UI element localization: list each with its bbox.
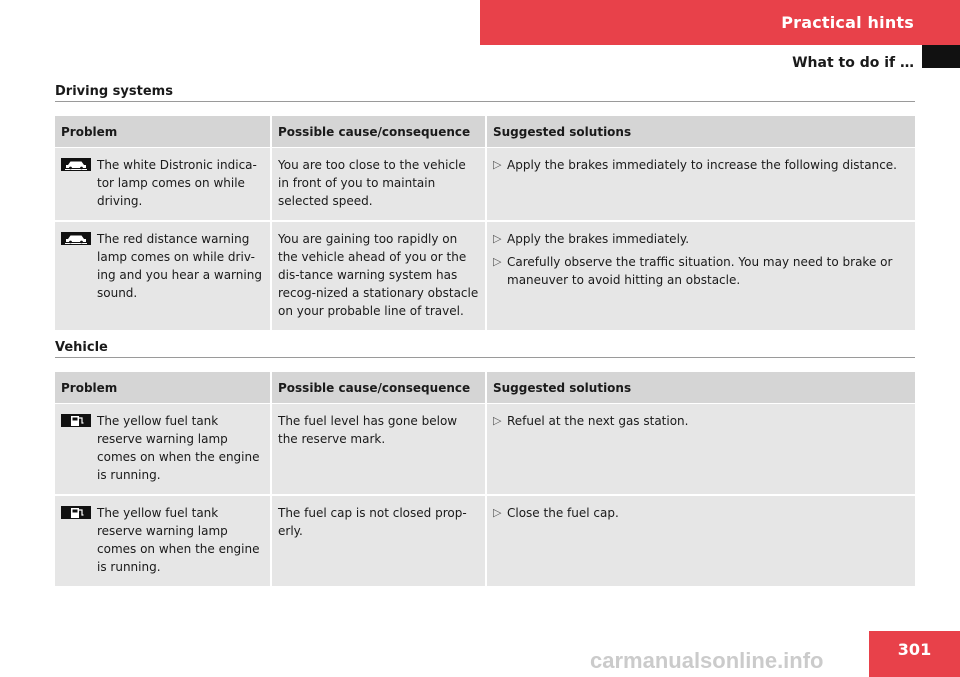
problem-text: The yellow fuel tank reserve warning lamp comes on when the engine is running. [97,414,260,482]
solution-item: ▷ Apply the brakes immediately to increase the following distance. [493,158,897,172]
column-header-problem: Problem [55,116,270,148]
driving-systems-heading: Driving systems [55,84,173,99]
page-number: 301 [897,640,932,659]
problem-cell [55,222,270,332]
cause-cell: You are gaining too rapidly on the vehicle ahead of you or the dis-tance warning system has recog-nized a stationary obstacle on your probable line of travel. [270,222,485,332]
driving-systems-rule [55,101,915,102]
fuel-pump-icon [61,414,91,427]
solutions-cell [485,222,915,332]
table-row [55,222,915,332]
column-header-cause: Possible cause/consequence [270,116,485,148]
fuel-pump-icon [61,506,91,519]
solution-item: ▷ Apply the brakes immediately. [493,232,690,246]
distronic-car-icon [61,158,91,171]
section-title: What to do if … [792,55,914,71]
chapter-title: Practical hints [781,13,914,32]
table-header-row [55,372,915,404]
cause-cell: The fuel level has gone below the reserve mark. [270,404,485,496]
problem-text: The yellow fuel tank reserve warning lamp comes on when the engine is running. [97,506,260,574]
solution-item: ▷ Close the fuel cap. [493,506,619,520]
driving-systems-table [55,116,915,332]
chapter-tab-marker [922,45,960,68]
step-arrow-icon: ▷ [493,232,502,245]
cause-cell: The fuel cap is not closed prop-erly. [270,496,485,588]
problem-cell [55,148,270,222]
solution-item: ▷ Refuel at the next gas station. [493,414,689,428]
step-arrow-icon: ▷ [493,158,502,171]
table-row [55,148,915,222]
problem-text: The white Distronic indica-tor lamp comes on while driving. [97,158,257,208]
watermark: carmanualsonline.info [590,648,824,673]
step-arrow-icon: ▷ [493,255,502,268]
solutions-cell [485,404,915,496]
distronic-car-icon [61,232,91,245]
column-header-problem: Problem [55,372,270,404]
cause-cell: You are too close to the vehicle in front of you to maintain selected speed. [270,148,485,222]
problem-cell [55,496,270,588]
table-row [55,404,915,496]
problem-cell [55,404,270,496]
solutions-cell [485,148,915,222]
step-arrow-icon: ▷ [493,506,502,519]
vehicle-rule [55,357,915,358]
table-row [55,496,915,588]
vehicle-table [55,372,915,588]
vehicle-heading: Vehicle [55,340,108,355]
step-arrow-icon: ▷ [493,414,502,427]
solution-item: ▷ Carefully observe the traffic situation. You may need to brake or maneuver to avoid hitting an obstacle. [493,255,893,287]
table-header-row [55,116,915,148]
column-header-cause: Possible cause/consequence [270,372,485,404]
solutions-cell [485,496,915,588]
column-header-solutions: Suggested solutions [485,116,915,148]
column-header-solutions: Suggested solutions [485,372,915,404]
problem-text: The red distance warning lamp comes on while driv-ing and you hear a warning sound. [97,232,262,300]
